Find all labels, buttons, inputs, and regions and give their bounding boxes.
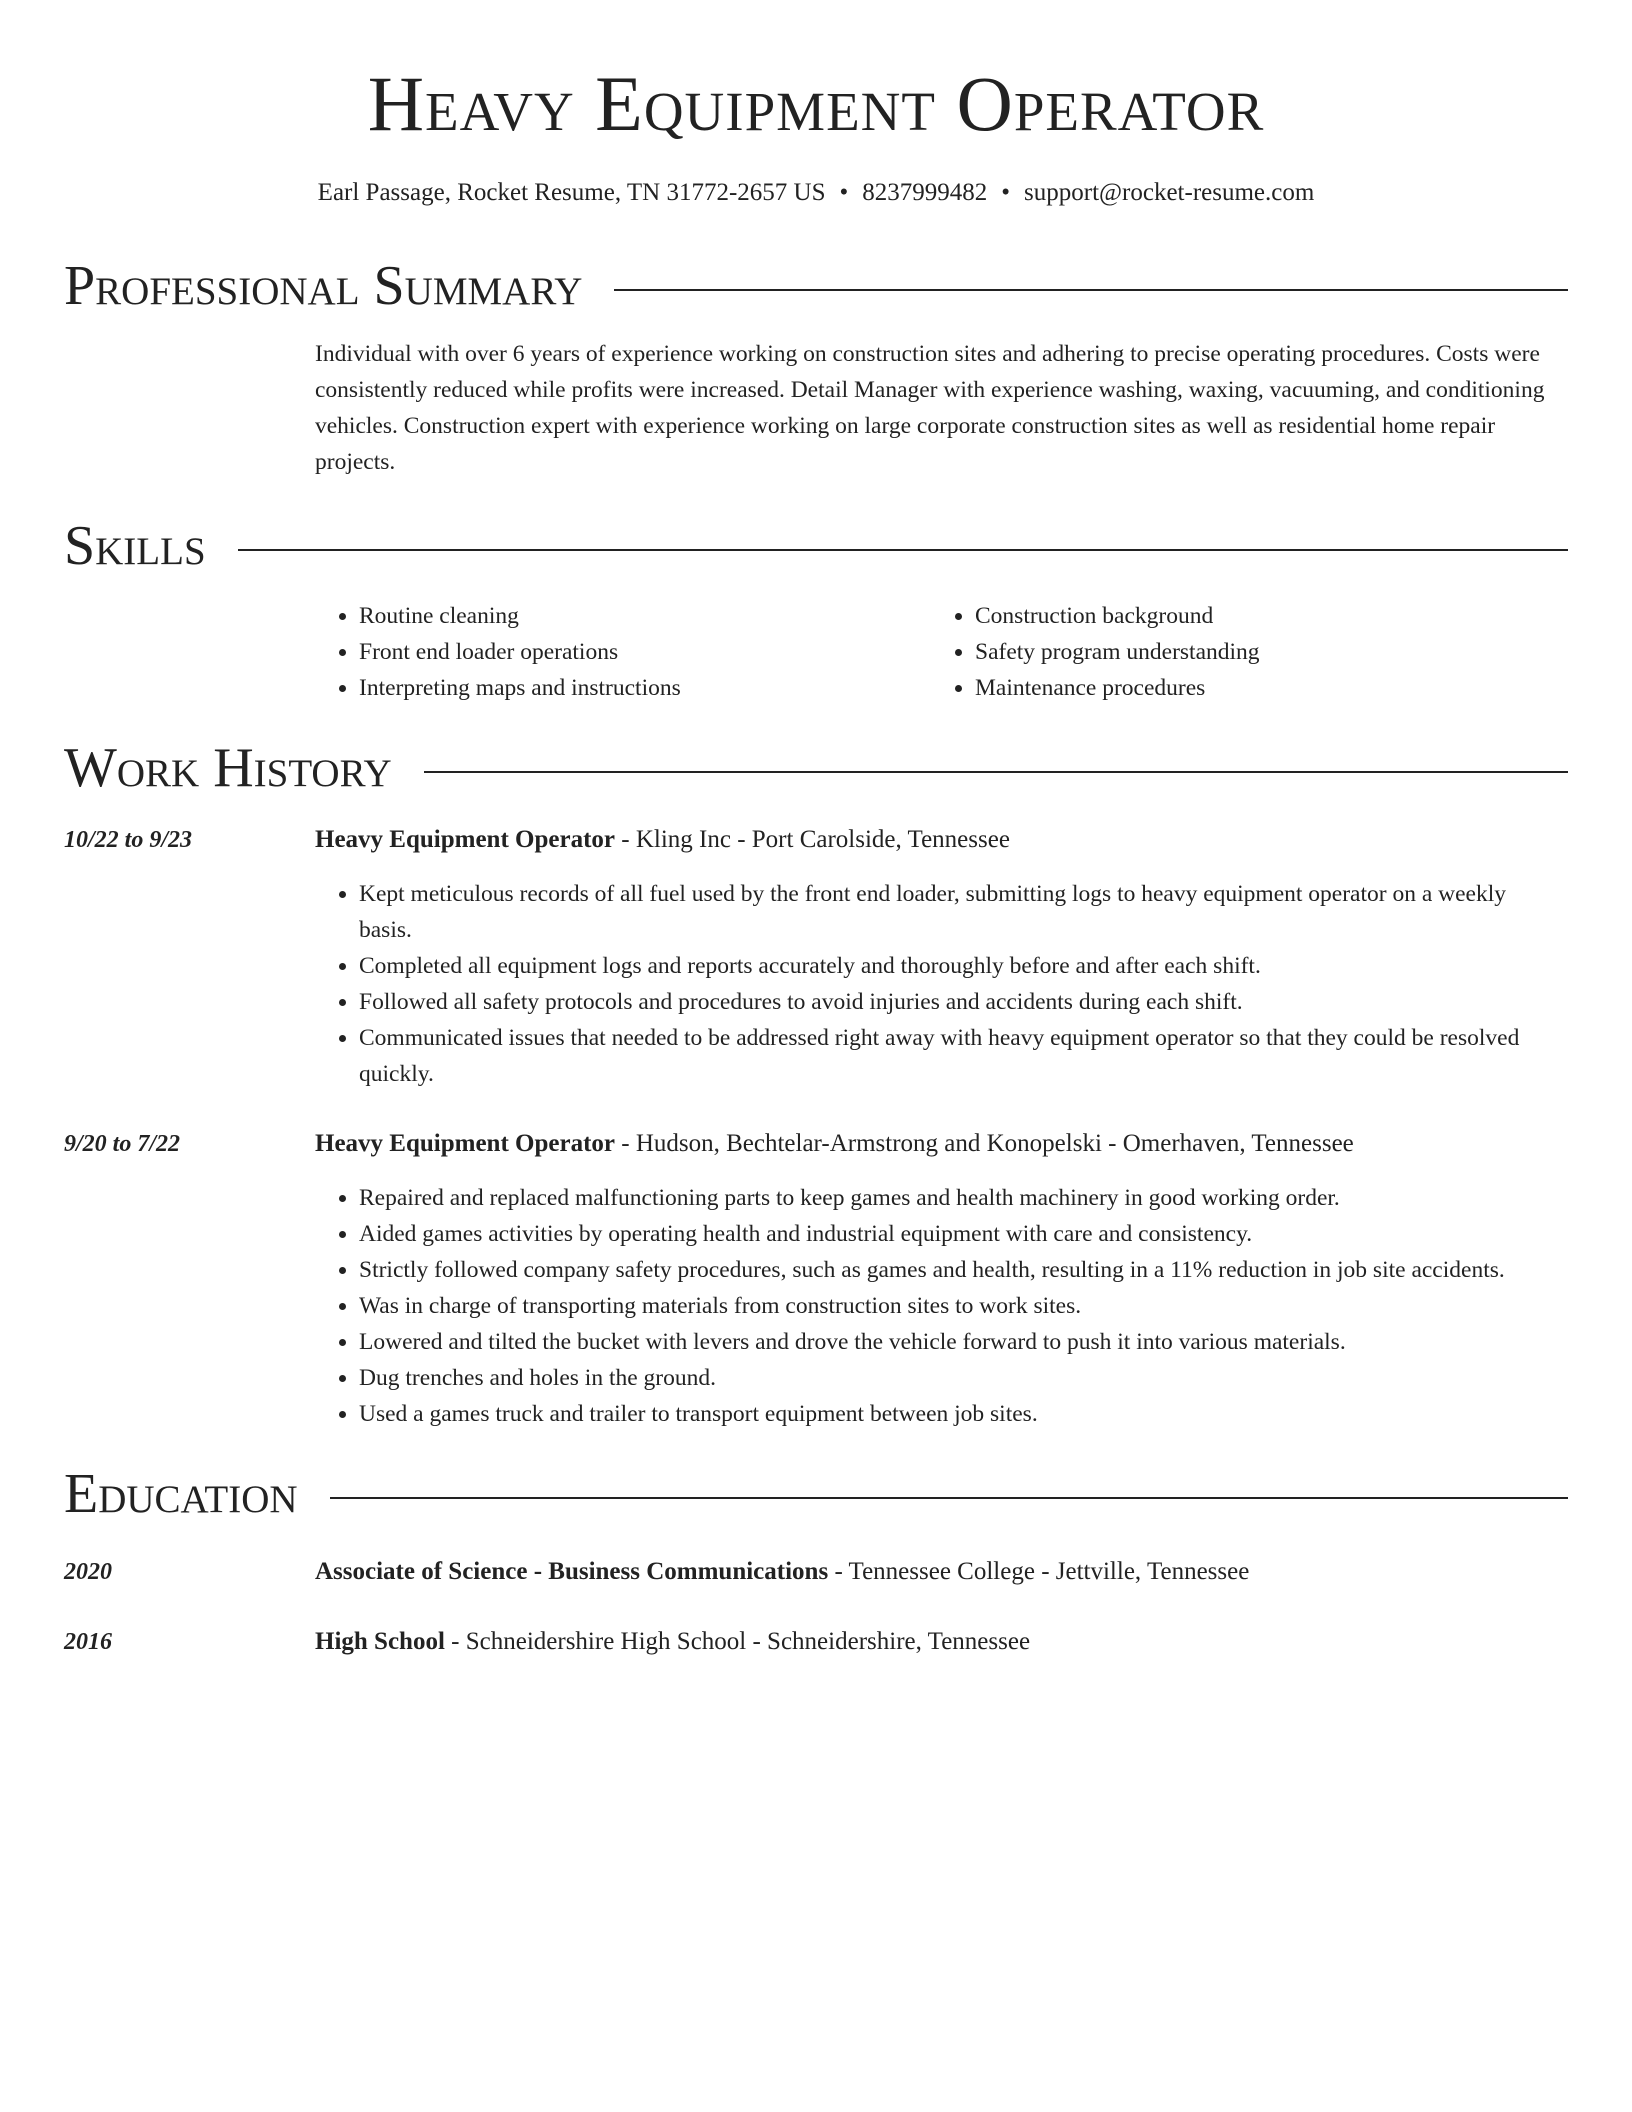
duty-item: • Followed all safety protocols and procedures to avoid injuries and accidents during each shift.	[359, 984, 1568, 1020]
job-entry	[64, 822, 1568, 1092]
email: support@rocket-resume.com	[1024, 179, 1315, 206]
job-duties	[315, 1180, 1568, 1432]
skills-column-right	[931, 598, 1547, 706]
skill-item: • Front end loader operations	[359, 634, 931, 670]
degree: Associate of Science - Business Communications	[315, 1558, 829, 1585]
duty-item: • Strictly followed company safety procedures, such as games and health, resulting in a 11% reduction in job site accidents.	[359, 1252, 1568, 1288]
job-title: Heavy Equipment Operator	[315, 826, 615, 853]
skills-column-left	[315, 598, 931, 706]
address: Earl Passage, Rocket Resume, TN 31772-2657 US	[317, 179, 826, 206]
skill-item: • Construction background	[975, 598, 1547, 634]
skills-section-header	[64, 514, 1568, 578]
duty-item: • Communicated issues that needed to be addressed right away with heavy equipment operator so that they could be resolved quickly.	[359, 1020, 1568, 1092]
education-entry	[64, 1624, 1568, 1660]
education-year: 2016	[64, 1629, 112, 1655]
contact-separator: •	[839, 179, 849, 206]
duty-item: • Was in charge of transporting materials from construction sites to work sites.	[359, 1288, 1568, 1324]
job-dates: 10/22 to 9/23	[64, 827, 193, 853]
education-entry	[64, 1554, 1568, 1590]
education-heading: Education	[64, 1463, 298, 1525]
job-title-line	[315, 1126, 1568, 1162]
education-line	[315, 1554, 1568, 1590]
skills-list	[315, 598, 1568, 706]
job-title: Heavy Equipment Operator	[315, 1130, 615, 1157]
school: - Schneidershire High School - Schneidershire, Tennessee	[444, 1628, 1031, 1655]
education-line	[315, 1624, 1568, 1660]
education-year: 2020	[64, 1559, 112, 1585]
section-divider	[330, 1497, 1568, 1499]
duty-item: • Repaired and replaced malfunctioning parts to keep games and health machinery in good working order.	[359, 1180, 1568, 1216]
work-history	[64, 822, 1568, 1432]
skill-item: • Maintenance procedures	[975, 670, 1547, 706]
candidate-name: Heavy Equipment Operator	[367, 60, 1265, 147]
education-list	[64, 1554, 1568, 1660]
duty-item: • Used a games truck and trailer to transport equipment between job sites.	[359, 1396, 1568, 1432]
job-dates: 9/20 to 7/22	[64, 1131, 181, 1157]
summary-text: Individual with over 6 years of experience working on construction sites and adhering to precise operating procedures. Costs were consistently reduced while profits were increased. Detail Manager with experience washing, waxing, vacuuming, and conditioning vehicles. Construction expert with experience working on large corporate construction sites as well as residential home repair projects.	[315, 341, 1545, 475]
skill-item: • Interpreting maps and instructions	[359, 670, 931, 706]
duty-item: • Kept meticulous records of all fuel used by the front end loader, submitting logs to heavy equipment operator on a weekly basis.	[359, 876, 1568, 948]
section-divider	[238, 549, 1568, 551]
duty-item: • Completed all equipment logs and reports accurately and thoroughly before and after each shift.	[359, 948, 1568, 984]
resume-page	[64, 0, 1568, 1660]
section-divider	[614, 289, 1568, 291]
summary-section-header	[64, 254, 1568, 318]
contact-separator: •	[1001, 179, 1011, 206]
duty-item: • Aided games activities by operating health and industrial equipment with care and consistency.	[359, 1216, 1568, 1252]
duty-item: • Dug trenches and holes in the ground.	[359, 1360, 1568, 1396]
job-entry	[64, 1126, 1568, 1432]
degree: High School	[315, 1628, 445, 1655]
job-employer: - Hudson, Bechtelar-Armstrong and Konopelski - Omerhaven, Tennessee	[615, 1130, 1354, 1157]
skill-item: • Routine cleaning	[359, 598, 931, 634]
skills-heading: Skills	[64, 515, 206, 577]
job-employer: - Kling Inc - Port Carolside, Tennessee	[615, 826, 1010, 853]
job-duties	[315, 876, 1568, 1092]
school: - Tennessee College - Jettville, Tennessee	[828, 1558, 1250, 1585]
summary-heading: Professional Summary	[64, 255, 583, 317]
work-heading: Work History	[64, 737, 392, 799]
duty-item: • Lowered and tilted the bucket with levers and drove the vehicle forward to push it into various materials.	[359, 1324, 1568, 1360]
education-section-header	[64, 1462, 1568, 1526]
section-divider	[424, 771, 1568, 773]
job-title-line	[315, 822, 1568, 858]
contact-line	[64, 176, 1568, 210]
skill-item: • Safety program understanding	[975, 634, 1547, 670]
phone: 8237999482	[862, 179, 988, 206]
work-section-header	[64, 736, 1568, 800]
